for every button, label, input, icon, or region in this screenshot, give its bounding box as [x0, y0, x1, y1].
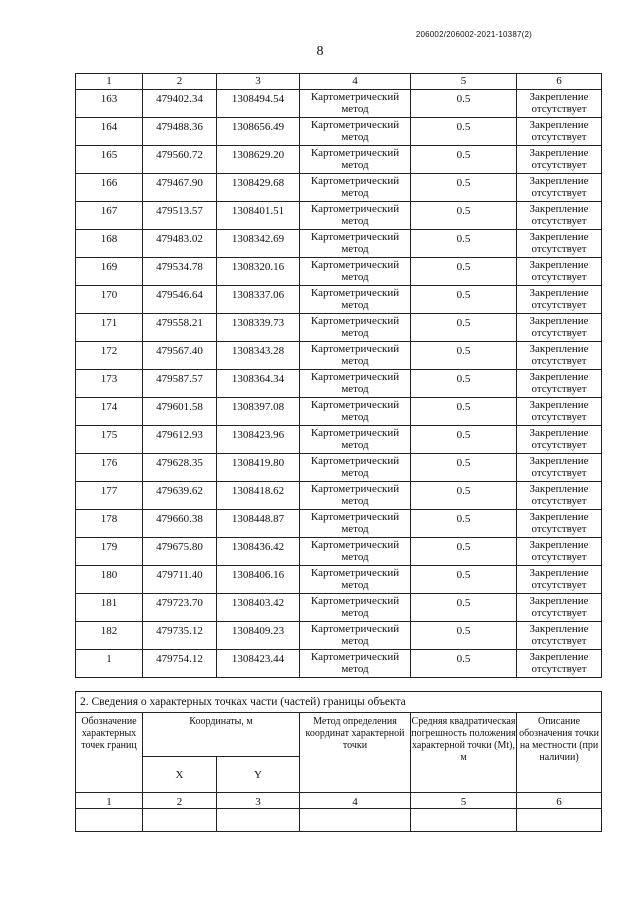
table-row	[76, 118, 602, 146]
x-coordinate-cell: 479711.40	[143, 566, 217, 594]
accuracy-cell: 0.5	[411, 314, 517, 342]
point-number-cell: 174	[76, 398, 143, 426]
table-row	[76, 342, 602, 370]
accuracy-cell: 0.5	[411, 230, 517, 258]
x-coordinate-cell: 479467.90	[143, 174, 217, 202]
table-row	[76, 650, 602, 678]
accuracy-cell: 0.5	[411, 482, 517, 510]
y-coordinate-cell: 1308448.87	[217, 510, 300, 538]
x-coordinate-cell: 479488.36	[143, 118, 217, 146]
empty-cell	[411, 809, 517, 832]
point-number-cell: 181	[76, 594, 143, 622]
method-cell: Картометрический метод	[300, 146, 411, 174]
accuracy-cell: 0.5	[411, 174, 517, 202]
y-coordinate-cell: 1308397.08	[217, 398, 300, 426]
x-coordinate-cell: 479675.80	[143, 538, 217, 566]
x-coordinate-cell: 479560.72	[143, 146, 217, 174]
document-number: 206002/206002-2021-10387(2)	[415, 30, 532, 39]
fixation-cell: Закрепление отсутствует	[517, 398, 602, 426]
method-cell: Картометрический метод	[300, 258, 411, 286]
header-cell: 4	[300, 74, 411, 90]
fixation-cell: Закрепление отсутствует	[517, 454, 602, 482]
y-coordinate-cell: 1308436.42	[217, 538, 300, 566]
empty-cell	[300, 809, 411, 832]
y-coordinate-cell: 1308342.69	[217, 230, 300, 258]
method-cell: Картометрический метод	[300, 202, 411, 230]
table-row	[76, 622, 602, 650]
y-coordinate-cell: 1308406.16	[217, 566, 300, 594]
x-coordinate-cell: 479754.12	[143, 650, 217, 678]
y-coordinate-cell: 1308409.23	[217, 622, 300, 650]
method-cell: Картометрический метод	[300, 398, 411, 426]
header-method: Метод определения координат характерной точки	[300, 713, 411, 793]
accuracy-cell: 0.5	[411, 398, 517, 426]
table-header-row	[76, 74, 602, 90]
accuracy-cell: 0.5	[411, 510, 517, 538]
point-number-cell: 163	[76, 90, 143, 118]
column-number: 3	[217, 793, 300, 809]
accuracy-cell: 0.5	[411, 650, 517, 678]
empty-cell	[217, 809, 300, 832]
x-coordinate-cell: 479402.34	[143, 90, 217, 118]
empty-row	[76, 809, 602, 832]
header-cell: 5	[411, 74, 517, 90]
column-number: 1	[76, 793, 143, 809]
table-row	[76, 174, 602, 202]
method-cell: Картометрический метод	[300, 482, 411, 510]
x-coordinate-cell: 479639.62	[143, 482, 217, 510]
table-row	[76, 258, 602, 286]
table-row	[76, 230, 602, 258]
header-y: Y	[217, 757, 300, 793]
y-coordinate-cell: 1308320.16	[217, 258, 300, 286]
table-row	[76, 146, 602, 174]
y-coordinate-cell: 1308337.06	[217, 286, 300, 314]
table-row	[76, 286, 602, 314]
point-number-cell: 171	[76, 314, 143, 342]
method-cell: Картометрический метод	[300, 230, 411, 258]
header-cell: 6	[517, 74, 602, 90]
fixation-cell: Закрепление отсутствует	[517, 622, 602, 650]
method-cell: Картометрический метод	[300, 342, 411, 370]
section-title: 2. Сведения о характерных точках части (частей) границы объекта	[76, 692, 602, 713]
header-x: X	[143, 757, 217, 793]
point-number-cell: 167	[76, 202, 143, 230]
header-cell: 3	[217, 74, 300, 90]
column-number: 6	[517, 793, 602, 809]
method-cell: Картометрический метод	[300, 594, 411, 622]
method-cell: Картометрический метод	[300, 118, 411, 146]
fixation-cell: Закрепление отсутствует	[517, 370, 602, 398]
x-coordinate-cell: 479723.70	[143, 594, 217, 622]
header-cell: 2	[143, 74, 217, 90]
accuracy-cell: 0.5	[411, 342, 517, 370]
point-number-cell: 182	[76, 622, 143, 650]
point-number-cell: 166	[76, 174, 143, 202]
column-number: 4	[300, 793, 411, 809]
table-row	[76, 426, 602, 454]
point-number-cell: 164	[76, 118, 143, 146]
point-number-cell: 177	[76, 482, 143, 510]
part-boundary-table	[75, 691, 602, 832]
fixation-cell: Закрепление отсутствует	[517, 426, 602, 454]
method-cell: Картометрический метод	[300, 566, 411, 594]
fixation-cell: Закрепление отсутствует	[517, 202, 602, 230]
table-row	[76, 90, 602, 118]
x-coordinate-cell: 479628.35	[143, 454, 217, 482]
table-row	[76, 538, 602, 566]
y-coordinate-cell: 1308423.44	[217, 650, 300, 678]
fixation-cell: Закрепление отсутствует	[517, 118, 602, 146]
point-number-cell: 1	[76, 650, 143, 678]
y-coordinate-cell: 1308629.20	[217, 146, 300, 174]
method-cell: Картометрический метод	[300, 426, 411, 454]
method-cell: Картометрический метод	[300, 538, 411, 566]
method-cell: Картометрический метод	[300, 510, 411, 538]
point-number-cell: 165	[76, 146, 143, 174]
y-coordinate-cell: 1308401.51	[217, 202, 300, 230]
header-designation: Обозначение характерных точек границ	[76, 713, 143, 793]
point-number-cell: 170	[76, 286, 143, 314]
x-coordinate-cell: 479567.40	[143, 342, 217, 370]
empty-cell	[143, 809, 217, 832]
column-number: 2	[143, 793, 217, 809]
fixation-cell: Закрепление отсутствует	[517, 342, 602, 370]
fixation-cell: Закрепление отсутствует	[517, 566, 602, 594]
method-cell: Картометрический метод	[300, 650, 411, 678]
point-number-cell: 175	[76, 426, 143, 454]
coordinates-table	[75, 73, 602, 678]
x-coordinate-cell: 479546.64	[143, 286, 217, 314]
accuracy-cell: 0.5	[411, 622, 517, 650]
x-coordinate-cell: 479612.93	[143, 426, 217, 454]
point-number-cell: 173	[76, 370, 143, 398]
accuracy-cell: 0.5	[411, 538, 517, 566]
empty-cell	[76, 809, 143, 832]
point-number-cell: 176	[76, 454, 143, 482]
fixation-cell: Закрепление отсутствует	[517, 286, 602, 314]
fixation-cell: Закрепление отсутствует	[517, 230, 602, 258]
table-row	[76, 510, 602, 538]
fixation-cell: Закрепление отсутствует	[517, 258, 602, 286]
point-number-cell: 172	[76, 342, 143, 370]
header-error: Средняя квадратическая погрешность положения характерной точки (Mt), м	[411, 713, 517, 793]
accuracy-cell: 0.5	[411, 118, 517, 146]
fixation-cell: Закрепление отсутствует	[517, 314, 602, 342]
accuracy-cell: 0.5	[411, 594, 517, 622]
table-row	[76, 202, 602, 230]
accuracy-cell: 0.5	[411, 566, 517, 594]
table-row	[76, 314, 602, 342]
y-coordinate-cell: 1308419.80	[217, 454, 300, 482]
accuracy-cell: 0.5	[411, 454, 517, 482]
method-cell: Картометрический метод	[300, 174, 411, 202]
y-coordinate-cell: 1308429.68	[217, 174, 300, 202]
accuracy-cell: 0.5	[411, 370, 517, 398]
y-coordinate-cell: 1308403.42	[217, 594, 300, 622]
fixation-cell: Закрепление отсутствует	[517, 594, 602, 622]
x-coordinate-cell: 479601.58	[143, 398, 217, 426]
x-coordinate-cell: 479587.57	[143, 370, 217, 398]
method-cell: Картометрический метод	[300, 90, 411, 118]
method-cell: Картометрический метод	[300, 314, 411, 342]
table-row	[76, 370, 602, 398]
y-coordinate-cell: 1308423.96	[217, 426, 300, 454]
table-row	[76, 566, 602, 594]
x-coordinate-cell: 479483.02	[143, 230, 217, 258]
x-coordinate-cell: 479660.38	[143, 510, 217, 538]
method-cell: Картометрический метод	[300, 370, 411, 398]
method-cell: Картометрический метод	[300, 622, 411, 650]
accuracy-cell: 0.5	[411, 90, 517, 118]
point-number-cell: 180	[76, 566, 143, 594]
fixation-cell: Закрепление отсутствует	[517, 174, 602, 202]
fixation-cell: Закрепление отсутствует	[517, 538, 602, 566]
table-row	[76, 454, 602, 482]
y-coordinate-cell: 1308364.34	[217, 370, 300, 398]
column-number: 5	[411, 793, 517, 809]
point-number-cell: 168	[76, 230, 143, 258]
point-number-cell: 178	[76, 510, 143, 538]
y-coordinate-cell: 1308656.49	[217, 118, 300, 146]
accuracy-cell: 0.5	[411, 202, 517, 230]
fixation-cell: Закрепление отсутствует	[517, 482, 602, 510]
table-row	[76, 594, 602, 622]
x-coordinate-cell: 479735.12	[143, 622, 217, 650]
header-cell: 1	[76, 74, 143, 90]
method-cell: Картометрический метод	[300, 286, 411, 314]
table-row	[76, 482, 602, 510]
fixation-cell: Закрепление отсутствует	[517, 146, 602, 174]
header-description: Описание обозначения точки на местности (при наличии)	[517, 713, 602, 793]
fixation-cell: Закрепление отсутствует	[517, 510, 602, 538]
header-coordinates: Координаты, м	[143, 713, 300, 757]
accuracy-cell: 0.5	[411, 286, 517, 314]
y-coordinate-cell: 1308339.73	[217, 314, 300, 342]
y-coordinate-cell: 1308418.62	[217, 482, 300, 510]
fixation-cell: Закрепление отсутствует	[517, 90, 602, 118]
method-cell: Картометрический метод	[300, 454, 411, 482]
accuracy-cell: 0.5	[411, 146, 517, 174]
page-number: 8	[316, 44, 324, 59]
y-coordinate-cell: 1308494.54	[217, 90, 300, 118]
accuracy-cell: 0.5	[411, 258, 517, 286]
point-number-cell: 169	[76, 258, 143, 286]
fixation-cell: Закрепление отсутствует	[517, 650, 602, 678]
y-coordinate-cell: 1308343.28	[217, 342, 300, 370]
point-number-cell: 179	[76, 538, 143, 566]
empty-cell	[517, 809, 602, 832]
table-row	[76, 398, 602, 426]
x-coordinate-cell: 479513.57	[143, 202, 217, 230]
x-coordinate-cell: 479534.78	[143, 258, 217, 286]
x-coordinate-cell: 479558.21	[143, 314, 217, 342]
accuracy-cell: 0.5	[411, 426, 517, 454]
